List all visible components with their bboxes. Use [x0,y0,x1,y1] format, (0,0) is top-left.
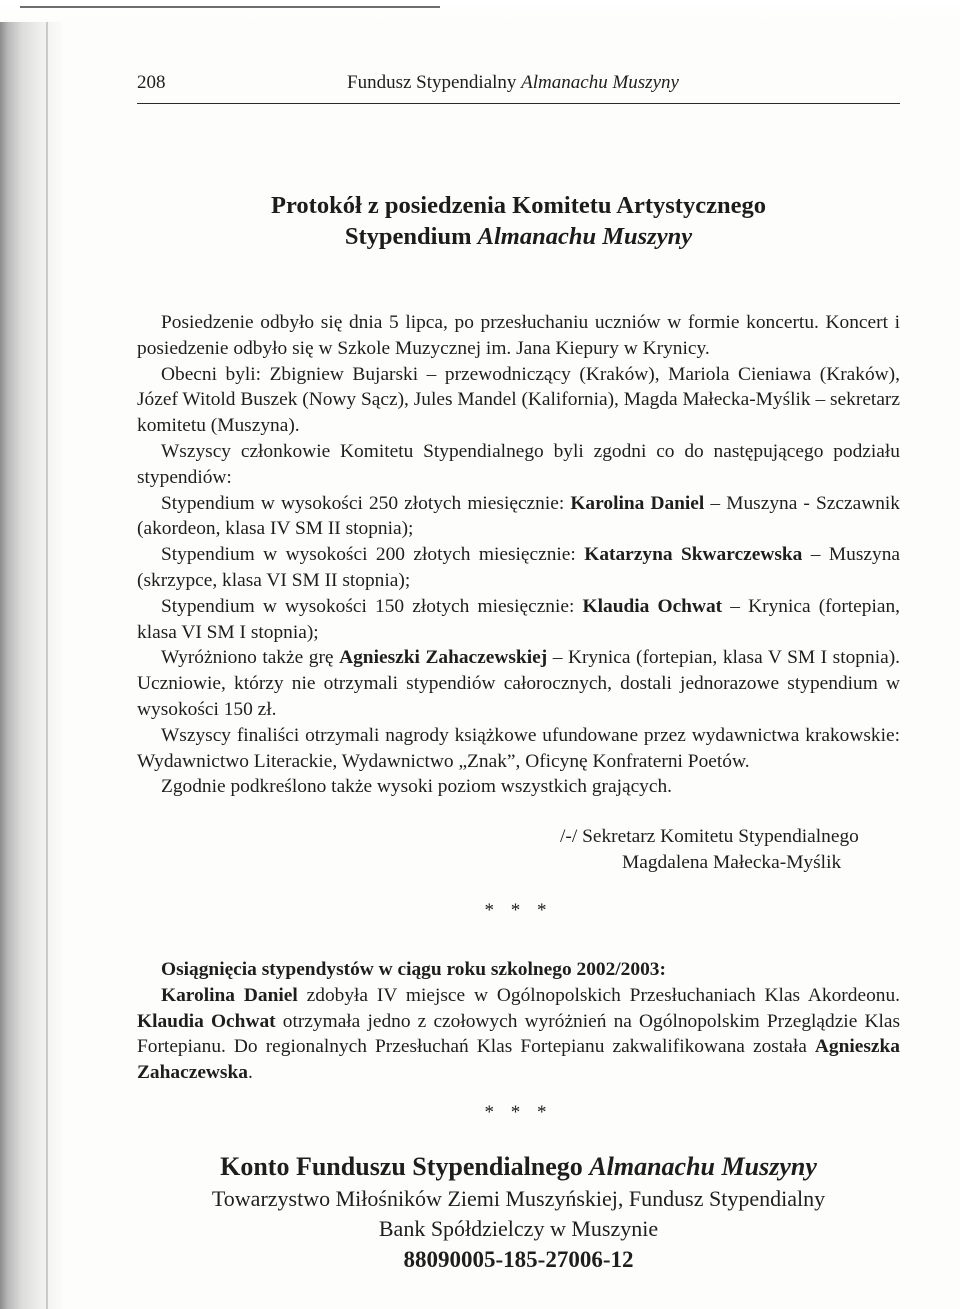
scholarship-1-recipient: Karolina Daniel [570,492,705,514]
running-head-text: Fundusz Stypendialny [347,72,522,93]
paragraph-prizes: Wszyscy finaliści otrzymali nagrody książkowe ufundowane przez wydawnictwa krakowskie: Wydawnictwo Literackie, Wydawnictwo „Znak”, Oficynę Konfraterni Poetów. [137,724,900,772]
account-title-italic: Almanachu Muszyny [589,1152,817,1181]
scholarship-3-recipient: Klaudia Ochwat [582,595,723,617]
achievements-text [137,983,900,1086]
distinction [137,645,900,722]
achievements-heading: Osiągnięcia stypendystów w ciągu roku szkolnego 2002/2003: [161,959,666,980]
running-head-italic: Almanachu Muszyny [521,72,679,93]
achievement-1: zdobyła IV miejsce w Ogólnopolskich Przesłuchaniach Klas Akordeonu. [297,984,901,1006]
page-number: 208 [137,72,166,93]
scan-edge-line [46,0,48,1309]
achiever-2: Klaudia Ochwat [137,1010,276,1032]
achievements-section [137,957,900,1086]
signature-role: /-/ Sekretarz Komitetu Stypendialnego [560,826,859,847]
achiever-3: Agnieszka Zahaczewska [137,1036,900,1084]
page-header [137,72,900,102]
paragraph-level: Zgodnie podkreślono także wysoki poziom wszystkich grających. [161,776,673,798]
scholarship-2-amount: Stypendium w wysokości 200 złotych miesięcznie: [161,544,585,566]
scholarship-2 [137,542,900,594]
account-block [137,1150,900,1276]
achiever-1: Karolina Daniel [161,984,298,1006]
distinction-recipient: Agnieszki Zahaczewskiej [339,647,548,669]
scholarship-1-details: – Muszyna - Szczawnik (akordeon, klasa IV SM II stopnia); [137,492,900,540]
document-title [137,190,900,252]
scan-edge-top [0,0,960,22]
account-title-text: Konto Funduszu Stypendialnego [220,1152,590,1181]
section-separator-2: * * * [484,1102,553,1123]
scholarship-1 [137,491,900,543]
title-line-2 [137,221,900,252]
scholarship-2-details: – Muszyna (skrzypce, klasa VI SM II stopnia); [137,544,900,591]
account-bank: Bank Spółdzielczy w Muszynie [378,1216,659,1241]
scholarship-3-amount: Stypendium w wysokości 150 złotych miesięcznie: [161,595,583,617]
section-separator: * * * [484,900,553,921]
paragraph-attendees: Obecni byli: Zbigniew Bujarski – przewodniczący (Kraków), Mariola Cieniawa (Kraków), Józef Witold Buszek (Nowy Sącz), Jules Mandel (Kalifornia), Magda Małecka-Myślik – sekretarz komitetu (Muszyna). [137,363,900,437]
distinction-intro: Wyróżniono także grę [161,647,340,669]
protocol-body [137,310,900,800]
scholarship-2-recipient: Katarzyna Skwarczewska [584,544,803,566]
title-line-2-italic: Almanachu Muszyny [477,223,693,250]
paragraph-meeting: Posiedzenie odbyło się dnia 5 lipca, po przesłuchaniu uczniów w formie koncertu. Koncert i posiedzenie odbyło się w Szkole Muzycznej im. Jana Kiepury w Krynicy. [137,312,900,359]
title-line-2-text: Stypendium [344,223,478,250]
account-holder: Towarzystwo Miłośników Ziemi Muszyńskiej, Fundusz Stypendialny [211,1186,826,1211]
signature-block [560,824,900,876]
paragraph-division: Wszyscy członkowie Komitetu Stypendialnego byli zgodni co do następującego podziału stypendiów: [137,440,900,488]
account-number: 88090005-185-27006-12 [403,1247,634,1272]
signature-name: Magdalena Małecka-Myślik [622,852,842,873]
scan-line-top [20,6,440,8]
achievement-2: otrzymała jedno z czołowych wyróżnień na Ogólnopolskim Przeglądzie Klas Fortepianu. Do regionalnych Przesłuchań Klas Fortepianu zakwalifikowana została [137,1010,900,1058]
scholarship-3 [137,594,900,646]
achievement-3-end: . [247,1062,253,1084]
account-title [137,1150,900,1184]
scholarship-1-amount: Stypendium w wysokości 250 złotych miesięcznie: [161,492,571,514]
title-line-1: Protokół z posiedzenia Komitetu Artystycznego [271,192,766,219]
header-rule [137,103,900,104]
scholarship-3-details: – Krynica (fortepian, klasa VI SM I stopnia); [137,595,900,643]
distinction-details: – Krynica (fortepian, klasa V SM I stopnia). Uczniowie, którzy nie otrzymali stypendiów całorocznych, dostali jednorazowe stypendium w wysokości 150 zł. [137,647,900,720]
scan-shadow-left [0,0,62,1309]
running-head [347,72,679,94]
